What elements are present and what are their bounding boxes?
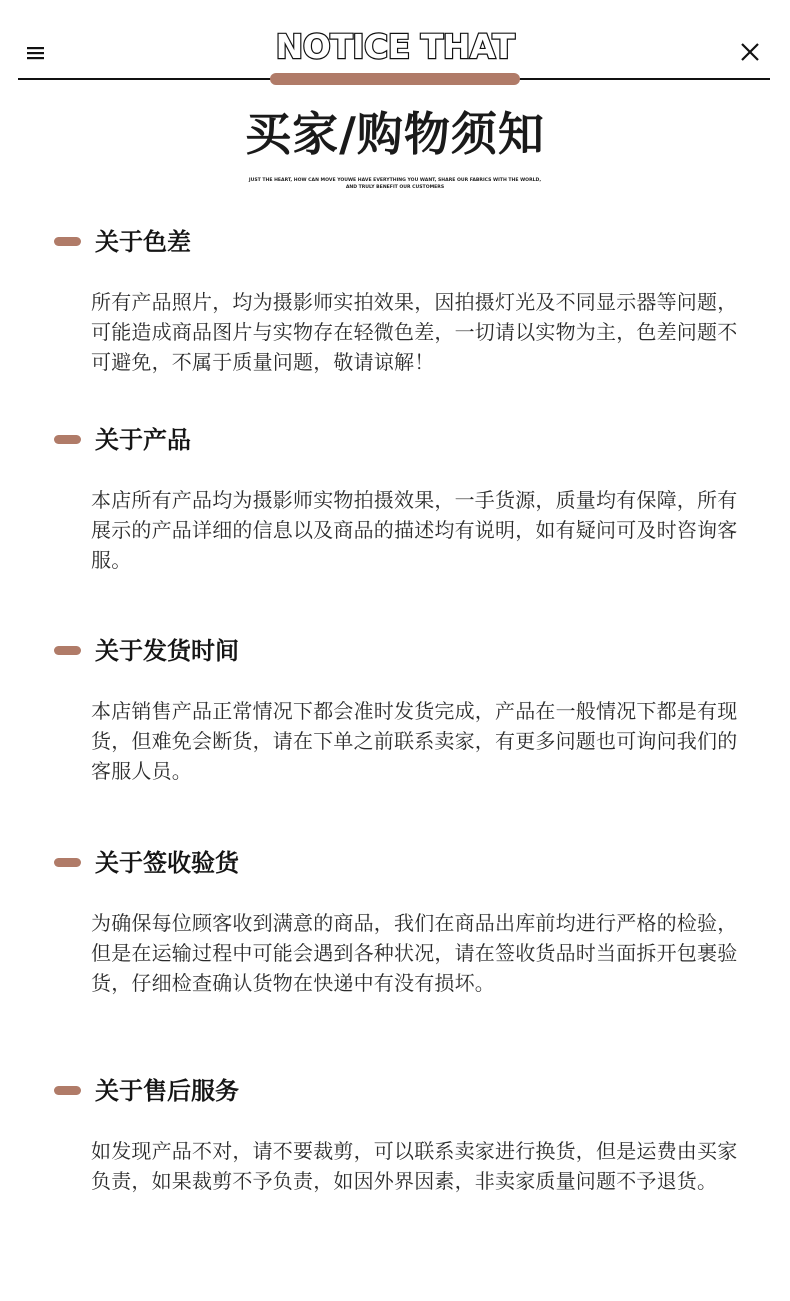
section-header-color-difference xyxy=(0,225,790,259)
section-body: 本店所有产品均为摄影师实物拍摄效果，一手货源，质量均有保障，所有展示的产品详细的信息以及商品的描述均有说明，如有疑问可及时咨询客服。 xyxy=(91,488,738,572)
section-title: 关于发货时间 xyxy=(95,637,239,665)
section-dash-marker xyxy=(54,646,81,655)
section-dash-marker xyxy=(54,1086,81,1095)
close-icon[interactable] xyxy=(739,41,761,63)
section-title: 关于色差 xyxy=(95,228,191,256)
section-header-shipping-time xyxy=(0,634,790,668)
section-header-product xyxy=(0,423,790,457)
section-dash-marker xyxy=(54,858,81,867)
brand-text: NOTICE THAT xyxy=(275,27,515,66)
section-dash-marker xyxy=(54,435,81,444)
section-dash-marker xyxy=(54,237,81,246)
section-title: 关于产品 xyxy=(95,426,191,454)
section-title: 关于签收验货 xyxy=(95,849,239,877)
section-body: 为确保每位顾客收到满意的商品，我们在商品出库前均进行严格的检验，但是在运输过程中可能会遇到各种状况，请在签收货品时当面拆开包裹验货，仔细检查确认货物在快递中有没有损坏。 xyxy=(91,911,738,995)
section-body: 本店销售产品正常情况下都会准时发货完成，产品在一般情况下都是有现货，但难免会断货，请在下单之前联系卖家，有更多问题也可询问我们的客服人员。 xyxy=(91,699,738,783)
header-accent-bar xyxy=(270,73,520,85)
section-body: 所有产品照片，均为摄影师实拍效果，因拍摄灯光及不同显示器等问题，可能造成商品图片与实物存在轻微色差，一切请以实物为主，色差问题不可避免，不属于质量问题，敬请谅解！ xyxy=(91,290,738,374)
section-body: 如发现产品不对，请不要裁剪，可以联系卖家进行换货，但是运费由买家负责，如果裁剪不予负责，如因外界因素，非卖家质量问题不予退货。 xyxy=(91,1139,738,1193)
page-title: 买家/购物须知 xyxy=(245,107,545,161)
section-header-delivery-inspection xyxy=(0,846,790,880)
page-subtitle: JUST THE HEART, HOW CAN MOVE YOUWE HAVE EVERYTHING YOU WANT, SHARE OUR FABRICS WITH THE WORLD, AND TRULY BENEFIT OUR CUSTOMERS xyxy=(248,178,542,190)
brand-logo xyxy=(0,25,790,69)
section-header-after-sales xyxy=(0,1074,790,1108)
section-title: 关于售后服务 xyxy=(95,1077,239,1105)
